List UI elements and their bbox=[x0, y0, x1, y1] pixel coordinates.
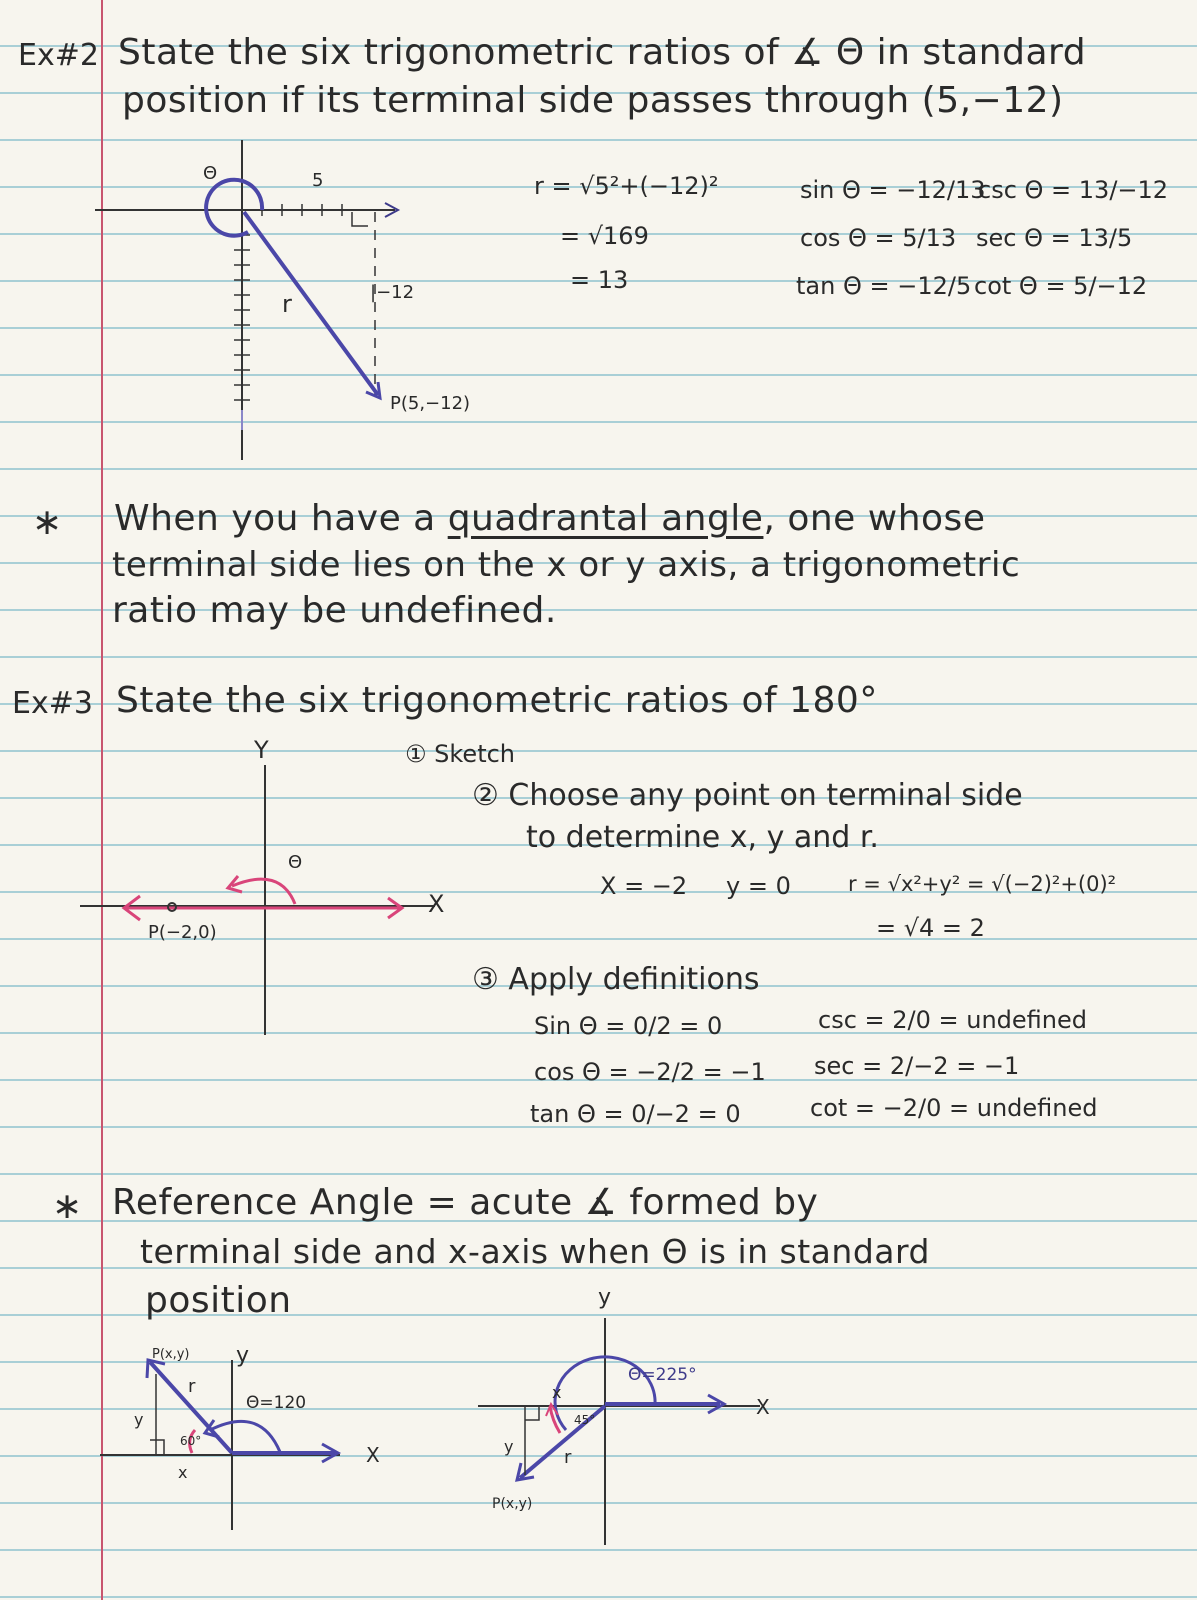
ref1-y-axis-label: y bbox=[236, 1343, 250, 1368]
ex3-cot: cot = −2/0 = undefined bbox=[810, 1094, 1098, 1122]
ex3-step3: ③ Apply definitions bbox=[472, 962, 760, 997]
ref1-r-label: r bbox=[188, 1376, 196, 1397]
ref2-y-axis-label: y bbox=[598, 1285, 612, 1310]
ex3-cos: cos Θ = −2/2 = −1 bbox=[534, 1058, 766, 1086]
ref1-x-label: x bbox=[178, 1463, 188, 1482]
ex2-r-calc-1: r = √5²+(−12)² bbox=[534, 172, 719, 200]
ex3-sec: sec = 2/−2 = −1 bbox=[814, 1052, 1020, 1080]
ex3-step2-line1: ② Choose any point on terminal side bbox=[472, 778, 1023, 813]
ex2-csc: csc Θ = 13/−12 bbox=[978, 176, 1169, 204]
ref2-right-angle bbox=[525, 1406, 539, 1420]
ref2-x-label: x bbox=[552, 1383, 562, 1402]
ref1-theta-label: Θ=120 bbox=[246, 1393, 307, 1413]
ex3-y-axis-label: Y bbox=[254, 736, 269, 764]
ex3-label: Ex#3 bbox=[12, 686, 93, 721]
ref1-x-axis-label: X bbox=[366, 1443, 380, 1467]
ex3-r-value-2: = √4 = 2 bbox=[876, 914, 985, 942]
ex3-y-value: y = 0 bbox=[726, 872, 791, 900]
ex3-x-axis-label: X bbox=[428, 890, 445, 918]
ref1-angle-label: 60° bbox=[180, 1434, 202, 1448]
ex3-step1: ① Sketch bbox=[405, 740, 516, 768]
note2-line2: terminal side and x-axis when Θ is in standard bbox=[140, 1232, 930, 1271]
note1-line1-before: When you have a bbox=[114, 498, 448, 539]
note1-line2: terminal side lies on the x or y axis, a trigonometric bbox=[112, 545, 1021, 585]
ex2-prompt-line2: position if its terminal side passes through (5,−12) bbox=[122, 80, 1064, 121]
ex2-theta: Θ bbox=[203, 163, 218, 184]
note2-line1: Reference Angle = acute ∡ formed by bbox=[112, 1182, 819, 1223]
ex2-sin: sin Θ = −12/13 bbox=[800, 176, 986, 204]
ref2-r-label: r bbox=[564, 1447, 572, 1468]
ref2-angle-label: 45° bbox=[574, 1413, 596, 1427]
ex3-r-value: r = √x²+y² = √(−2)²+(0)² bbox=[848, 872, 1117, 896]
ex2-sec: sec Θ = 13/5 bbox=[976, 224, 1133, 252]
ex2-cot: cot Θ = 5/−12 bbox=[974, 272, 1148, 300]
ex3-theta: Θ bbox=[288, 852, 303, 873]
ref1-point-label: P(x,y) bbox=[152, 1347, 190, 1362]
ex3-title: State the six trigonometric ratios of 180° bbox=[116, 680, 878, 721]
ex2-r-label: r bbox=[282, 290, 292, 318]
ex3-point-label: P(−2,0) bbox=[148, 922, 217, 943]
ex3-csc: csc = 2/0 = undefined bbox=[818, 1006, 1088, 1034]
ex2-point-label: P(5,−12) bbox=[390, 393, 471, 414]
ref2-y-label: y bbox=[504, 1437, 514, 1456]
ex3-tan: tan Θ = 0/−2 = 0 bbox=[530, 1100, 741, 1128]
ex2-prompt-line1: State the six trigonometric ratios of ∡ Θ in standard bbox=[118, 32, 1087, 73]
note1-term: quadrantal angle bbox=[447, 498, 764, 539]
note2-star: ∗ bbox=[52, 1186, 83, 1227]
ref1-y-label: y bbox=[134, 1410, 144, 1429]
ex2-r-calc-2: = √169 bbox=[560, 222, 649, 250]
note1-line1-after: , one whose bbox=[763, 498, 986, 539]
note2-line3: position bbox=[145, 1280, 292, 1321]
ex2-y-label: |−12 bbox=[370, 282, 415, 303]
ref2-theta-label: Θ=225° bbox=[628, 1365, 697, 1385]
ex2-label: Ex#2 bbox=[18, 38, 99, 73]
ex2-x-label: 5 bbox=[312, 170, 324, 191]
ex2-r-calc-3: = 13 bbox=[570, 266, 629, 294]
note1-line3: ratio may be undefined. bbox=[112, 590, 557, 631]
ex3-x-value: X = −2 bbox=[600, 872, 688, 900]
ex3-step2-line2: to determine x, y and r. bbox=[526, 820, 879, 855]
ex3-sin: Sin Θ = 0/2 = 0 bbox=[534, 1012, 723, 1040]
ref2-point-label: P(x,y) bbox=[492, 1496, 533, 1512]
ex2-cos: cos Θ = 5/13 bbox=[800, 224, 957, 252]
ref2-x-axis-label: X bbox=[756, 1395, 770, 1419]
note1-star: ∗ bbox=[32, 502, 63, 543]
ex2-tan: tan Θ = −12/5 bbox=[796, 272, 972, 300]
